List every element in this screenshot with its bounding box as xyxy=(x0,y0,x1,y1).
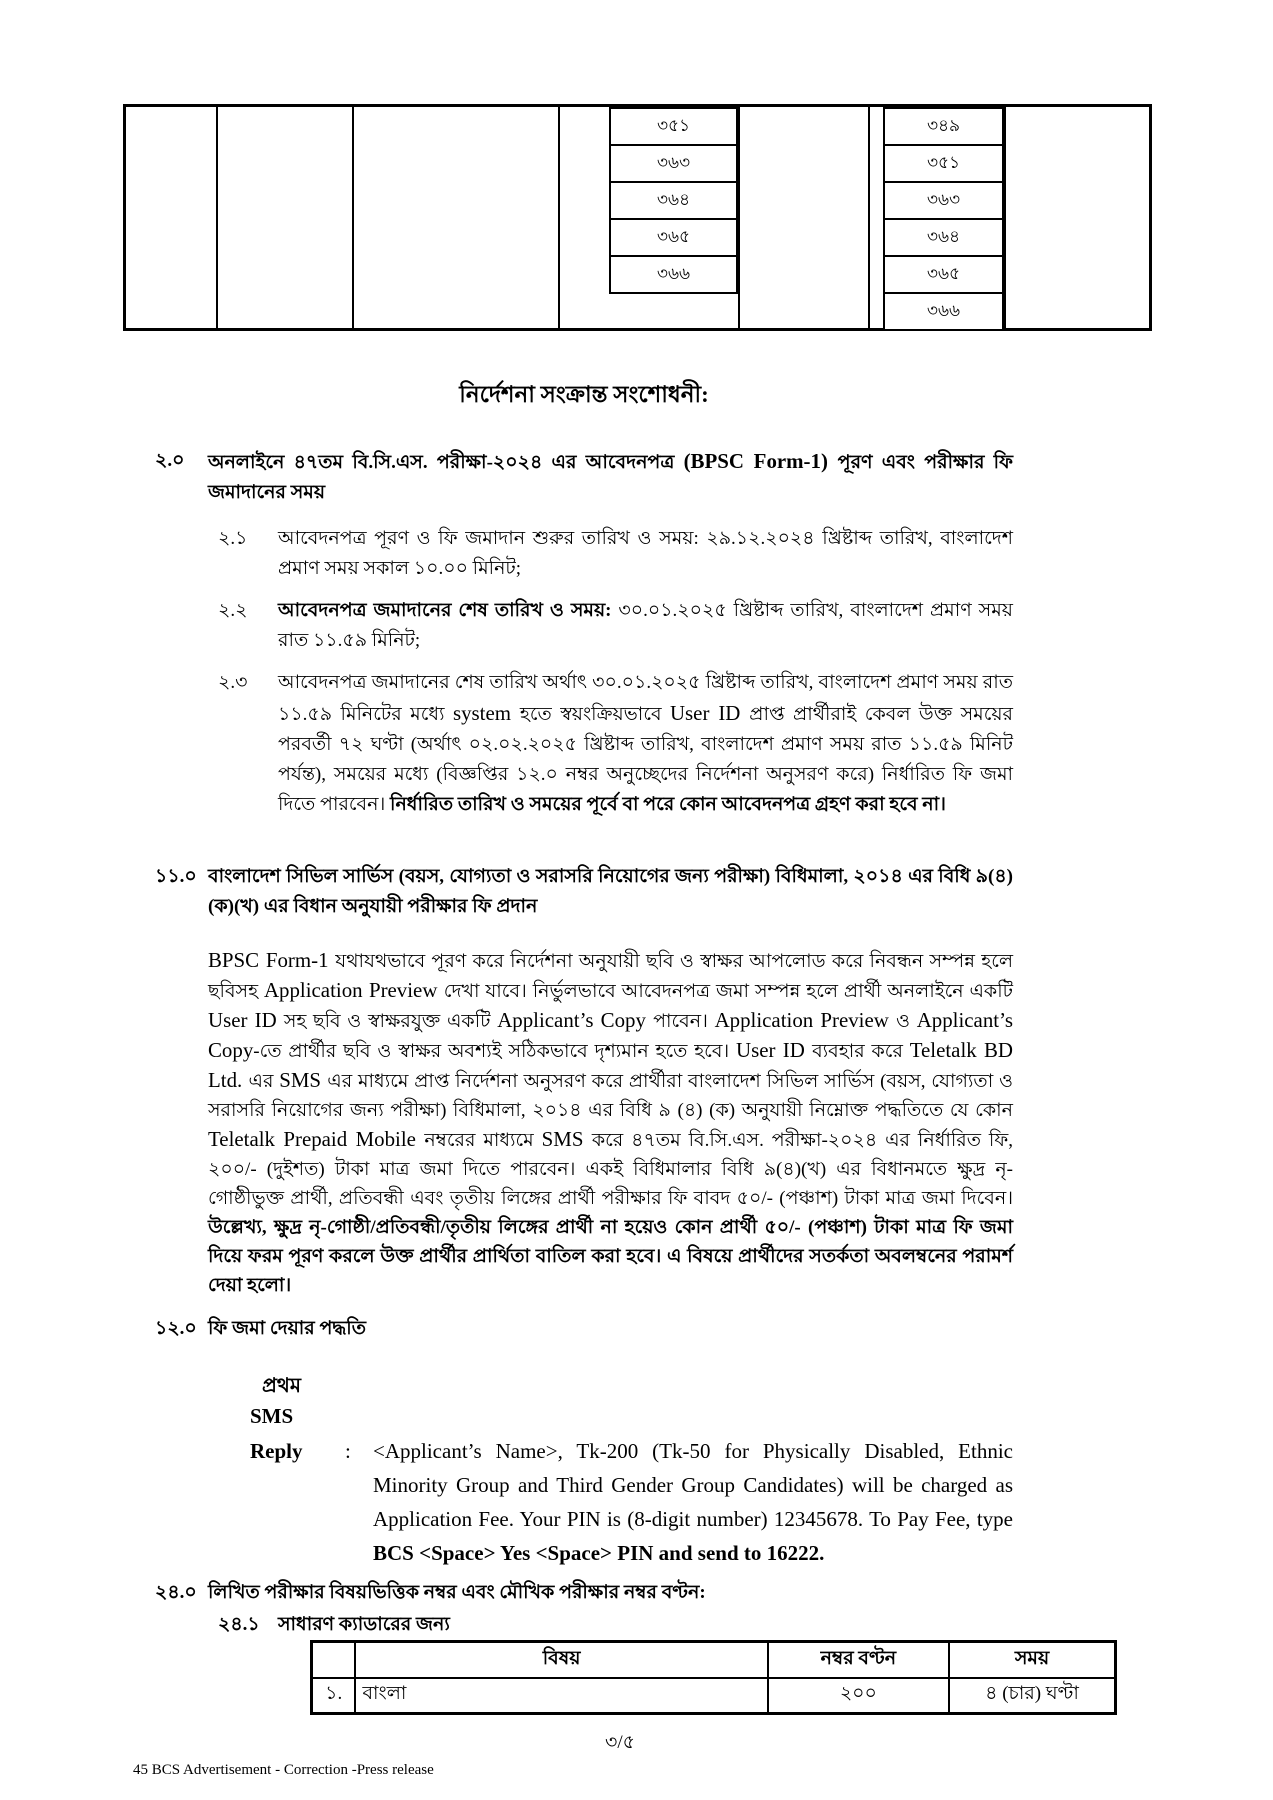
text-segment: ব্যবহার করে xyxy=(812,1041,910,1062)
section-11-0 xyxy=(155,862,1013,922)
marks-distribution-table xyxy=(310,1640,1117,1715)
section-12-0 xyxy=(155,1314,1013,1344)
section-title: সাধারণ ক্যাডারের জন্য xyxy=(278,1614,450,1635)
text-segment: User ID xyxy=(669,701,750,725)
text-segment: Applicant’s Copy xyxy=(497,1008,654,1032)
code-cell: ৩৬৬ xyxy=(883,292,1004,331)
page-title: নির্দেশনা সংক্রান্ত সংশোধনী: xyxy=(459,382,709,407)
text-segment: ও xyxy=(896,1011,917,1032)
section-number: ২৪.০ xyxy=(155,1582,197,1603)
text-segment: SMS xyxy=(541,1127,592,1151)
section-number: ২.১ xyxy=(218,528,248,549)
code-cell: ৩৫১ xyxy=(609,107,738,146)
sms-reply-row xyxy=(250,1434,1013,1570)
text-segment: পূরণ এবং পরীক্ষার ফি জমাদানের সময় xyxy=(208,452,1013,503)
header-marks: নম্বর বণ্টন xyxy=(768,1642,949,1678)
table-column-empty-5 xyxy=(1006,107,1149,328)
text-segment: সহ ছবি ও স্বাক্ষরযুক্ত একটি xyxy=(283,1011,498,1032)
text-segment: বাংলাদেশ সিভিল সার্ভিস (বয়স, যোগ্যতা ও সরাসরি নিয়োগের জন্য পরীক্ষা) বিধিমালা, ২০১৪ এর বিধি ৯(৪)(ক)(খ) এর বিধান অনুযায়ী পরীক্ষার ফি প্রদান xyxy=(208,866,1013,917)
code-cell: ৩৬৬ xyxy=(609,255,738,294)
table-column-left-codes xyxy=(560,107,740,328)
reply-message xyxy=(373,1434,1013,1570)
code-cell: ৩৬৫ xyxy=(609,218,738,257)
text-segment: <Applicant’s Name>, Tk-200 (Tk-50 for Physically Disabled, Ethnic Minority Group and Third Gender Group Candidates) will be charged as Application Fee. Your PIN is (8-digit number) 12345678. To Pay Fee, type xyxy=(373,1439,1013,1531)
code-cell: ৩৫১ xyxy=(883,144,1004,183)
section-2-2 xyxy=(218,596,1013,656)
continued-code-table xyxy=(123,104,1152,331)
text-segment: করে ৪৭তম বি.সি.এস. পরীক্ষা-২০২৪ এর নির্ধারিত ফি, ২০০/- (দুইশত) টাকা মাত্র জমা দিতে পারবেন। একই বিধিমালার বিধি ৯(৪)(খ) এর বিধানমতে ক্ষুদ্র নৃ-গোষ্ঠীভুক্ত প্রার্থী, প্রতিবন্ধী এবং তৃতীয় লিঙ্গের প্রার্থী পরীক্ষার ফি বাবদ ৫০/- (পঞ্চাশ) টাকা মাত্র জমা দিবেন। xyxy=(208,1130,1013,1209)
fee-method-block xyxy=(250,1372,1013,1570)
section-2-1 xyxy=(218,524,1013,584)
section-24-1 xyxy=(218,1610,1013,1640)
text-segment: Applicant’s Copy xyxy=(208,1008,1014,1062)
table-header-row xyxy=(312,1642,1116,1678)
section-title xyxy=(208,862,1013,922)
text-segment: আবেদনপত্র পূরণ ও ফি জমাদান শুরুর তারিখ ও সময়: ২৯.১২.২০২৪ খ্রিষ্টাব্দ তারিখ, বাংলাদেশ প্রমাণ সময় সকাল ১০.০০ মিনিট; xyxy=(278,528,1013,579)
section-text xyxy=(278,524,1013,584)
cell-marks: ২০০ xyxy=(768,1678,949,1714)
cell-time: ৪ (চার) ঘণ্টা xyxy=(949,1678,1115,1714)
table-column-right-codes xyxy=(870,107,1006,328)
page-number: ৩/৫ xyxy=(605,1732,635,1753)
text-segment: এর মাধ্যমে প্রাপ্ত নির্দেশনা অনুসরণ করে প্রার্থীরা বাংলাদেশ সিভিল সার্ভিস (বয়স, যোগ্যতা ও সরাসরি নিয়োগের জন্য পরীক্ষা) বিধিমালা, ২০১৪ এর বিধি ৯ (৪) (ক) অনুযায়ী নিম্নোক্ত পদ্ধতিতে যে কোন xyxy=(208,1071,1013,1121)
section-24-0 xyxy=(155,1578,1013,1608)
header-serial xyxy=(312,1642,356,1678)
text-segment: -তে প্রার্থীর ছবি ও স্বাক্ষর অবশ্যই সঠিকভাবে দৃশ্যমান হতে হবে। xyxy=(253,1041,737,1062)
fee-payment-paragraph xyxy=(208,946,1013,1300)
code-cell: ৩৬৩ xyxy=(883,181,1004,220)
text-segment: system xyxy=(452,701,520,725)
code-cell: ৩৬৩ xyxy=(609,144,738,183)
text-segment: User ID xyxy=(208,1008,284,1032)
text-segment: (BPSC Form-1) xyxy=(683,449,838,473)
text-segment: BPSC Form-1 xyxy=(208,948,336,972)
header-subject: বিষয় xyxy=(355,1642,767,1678)
table-column-empty-4 xyxy=(740,107,870,328)
code-cell: ৩৬৫ xyxy=(883,255,1004,294)
text-segment: Teletalk Prepaid Mobile xyxy=(208,1127,425,1151)
text-segment: উল্লেখ্য, ক্ষুদ্র নৃ-গোষ্ঠী/প্রতিবন্ধী/তৃতীয় লিঙ্গের প্রার্থী না হয়েও কোন প্রার্থী ৫০/- (পঞ্চাশ) টাকা মাত্র ফি জমা দিয়ে ফরম পূরণ করলে উক্ত প্রার্থীর প্রার্থিতা বাতিল করা হবে। এ বিষয়ে প্রার্থীদের সতর্কতা অবলম্বনের পরামর্শ দেয়া হলো। xyxy=(208,1217,1013,1296)
text-segment: প্রাপ্ত প্রার্থীরাই কেবল উক্ত সময়ের পরবর্তী ৭২ ঘণ্টা (অর্থাৎ ০২.০২.২০২৫ খ্রিষ্টাব্দ তারিখ, বাংলাদেশ প্রমাণ সময় রাত ১১.৫৯ মিনিট পর্যন্ত), সময়ের মধ্যে (বিজ্ঞপ্তির ১২.০ নম্বর অনুচ্ছেদের নির্দেশনা অনুসরণ করে) নির্ধারিত ফি জমা দিতে পারবেন। xyxy=(278,704,1014,815)
section-number: ১২.০ xyxy=(155,1318,197,1339)
text-segment: এর xyxy=(248,1071,280,1092)
text-segment: হতে স্বয়ংক্রিয়ভাবে xyxy=(519,704,670,725)
text-segment: Application Preview xyxy=(714,1008,896,1032)
text-segment: Application Preview xyxy=(263,978,444,1002)
reply-colon: : xyxy=(345,1439,351,1463)
text-segment: দেখা যাবে। নির্ভুলভাবে আবেদনপত্র জমা সম্পন্ন হলে প্রার্থী অনলাইনে একটি xyxy=(443,981,1014,1002)
reply-label: Reply xyxy=(250,1439,303,1463)
right-code-stack xyxy=(883,107,1004,331)
text-segment: BCS <Space> Yes <Space> PIN and send to 16222. xyxy=(373,1541,825,1565)
section-title: লিখিত পরীক্ষার বিষয়ভিত্তিক নম্বর এবং মৌখিক পরীক্ষার নম্বর বণ্টন: xyxy=(208,1582,706,1603)
section-number: ২.০ xyxy=(155,450,185,471)
section-text xyxy=(278,668,1013,820)
table-row xyxy=(312,1678,1116,1714)
text-segment: আবেদনপত্র জমাদানের শেষ তারিখ অর্থাৎ ৩০.০১.২০২৫ খ্রিষ্টাব্দ তারিখ, বাংলাদেশ প্রমাণ সময় রাত ১১.৫৯ মিনিটের মধ্যে xyxy=(278,672,1013,725)
table-column-empty-3 xyxy=(354,107,560,328)
section-number: ২.৩ xyxy=(218,672,248,693)
text-segment: আবেদনপত্র জমাদানের শেষ তারিখ ও সময়: xyxy=(278,600,619,621)
text-segment: নম্বরের মাধ্যমে xyxy=(424,1130,542,1151)
text-segment: ৩০.০১.২০২৫ খ্রিষ্টাব্দ তারিখ, বাংলাদেশ প্রমাণ সময় রাত ১১.৫৯ মিনিট; xyxy=(278,600,1013,651)
step-label: প্রথম xyxy=(262,1375,301,1397)
text-segment: Teletalk BD Ltd. xyxy=(208,1038,1014,1092)
section-number: ২৪.১ xyxy=(218,1614,260,1635)
text-segment: নির্ধারিত তারিখ ও সময়ের পূর্বে বা পরে কোন আবেদনপত্র গ্রহণ করা হবে না। xyxy=(390,794,946,815)
table-column-empty-2 xyxy=(218,107,354,328)
section-title: ফি জমা দেয়ার পদ্ধতি xyxy=(208,1318,366,1339)
code-cell: ৩৬৪ xyxy=(609,181,738,220)
section-number: ২.২ xyxy=(218,600,248,621)
left-code-stack xyxy=(609,107,738,294)
section-text xyxy=(278,596,1013,656)
code-cell: ৩৬৪ xyxy=(883,218,1004,257)
text-segment: SMS xyxy=(279,1068,328,1092)
section-number: ১১.০ xyxy=(155,866,197,887)
sms-label: SMS xyxy=(250,1404,294,1428)
section-2-3 xyxy=(218,668,1013,820)
code-cell: ৩৪৯ xyxy=(883,107,1004,146)
text-segment: যথাযথভাবে পূরণ করে নির্দেশনা অনুযায়ী ছবি ও স্বাক্ষর আপলোড করে নিবন্ধন সম্পন্ন হলে ছবিসহ xyxy=(208,951,1013,1002)
text-segment: User ID xyxy=(736,1038,813,1062)
header-time: সময় xyxy=(949,1642,1115,1678)
footer-note: 45 BCS Advertisement - Correction -Press release xyxy=(133,1762,434,1778)
section-title xyxy=(208,446,1013,508)
text-segment: অনলাইনে ৪৭তম বি.সি.এস. পরীক্ষা-২০২৪ এর আবেদনপত্র xyxy=(208,452,684,473)
cell-serial: ১. xyxy=(312,1678,356,1714)
cell-subject: বাংলা xyxy=(355,1678,767,1714)
table-column-empty-1 xyxy=(126,107,218,328)
section-2-0 xyxy=(155,446,1013,508)
text-segment: পাবেন। xyxy=(653,1011,715,1032)
